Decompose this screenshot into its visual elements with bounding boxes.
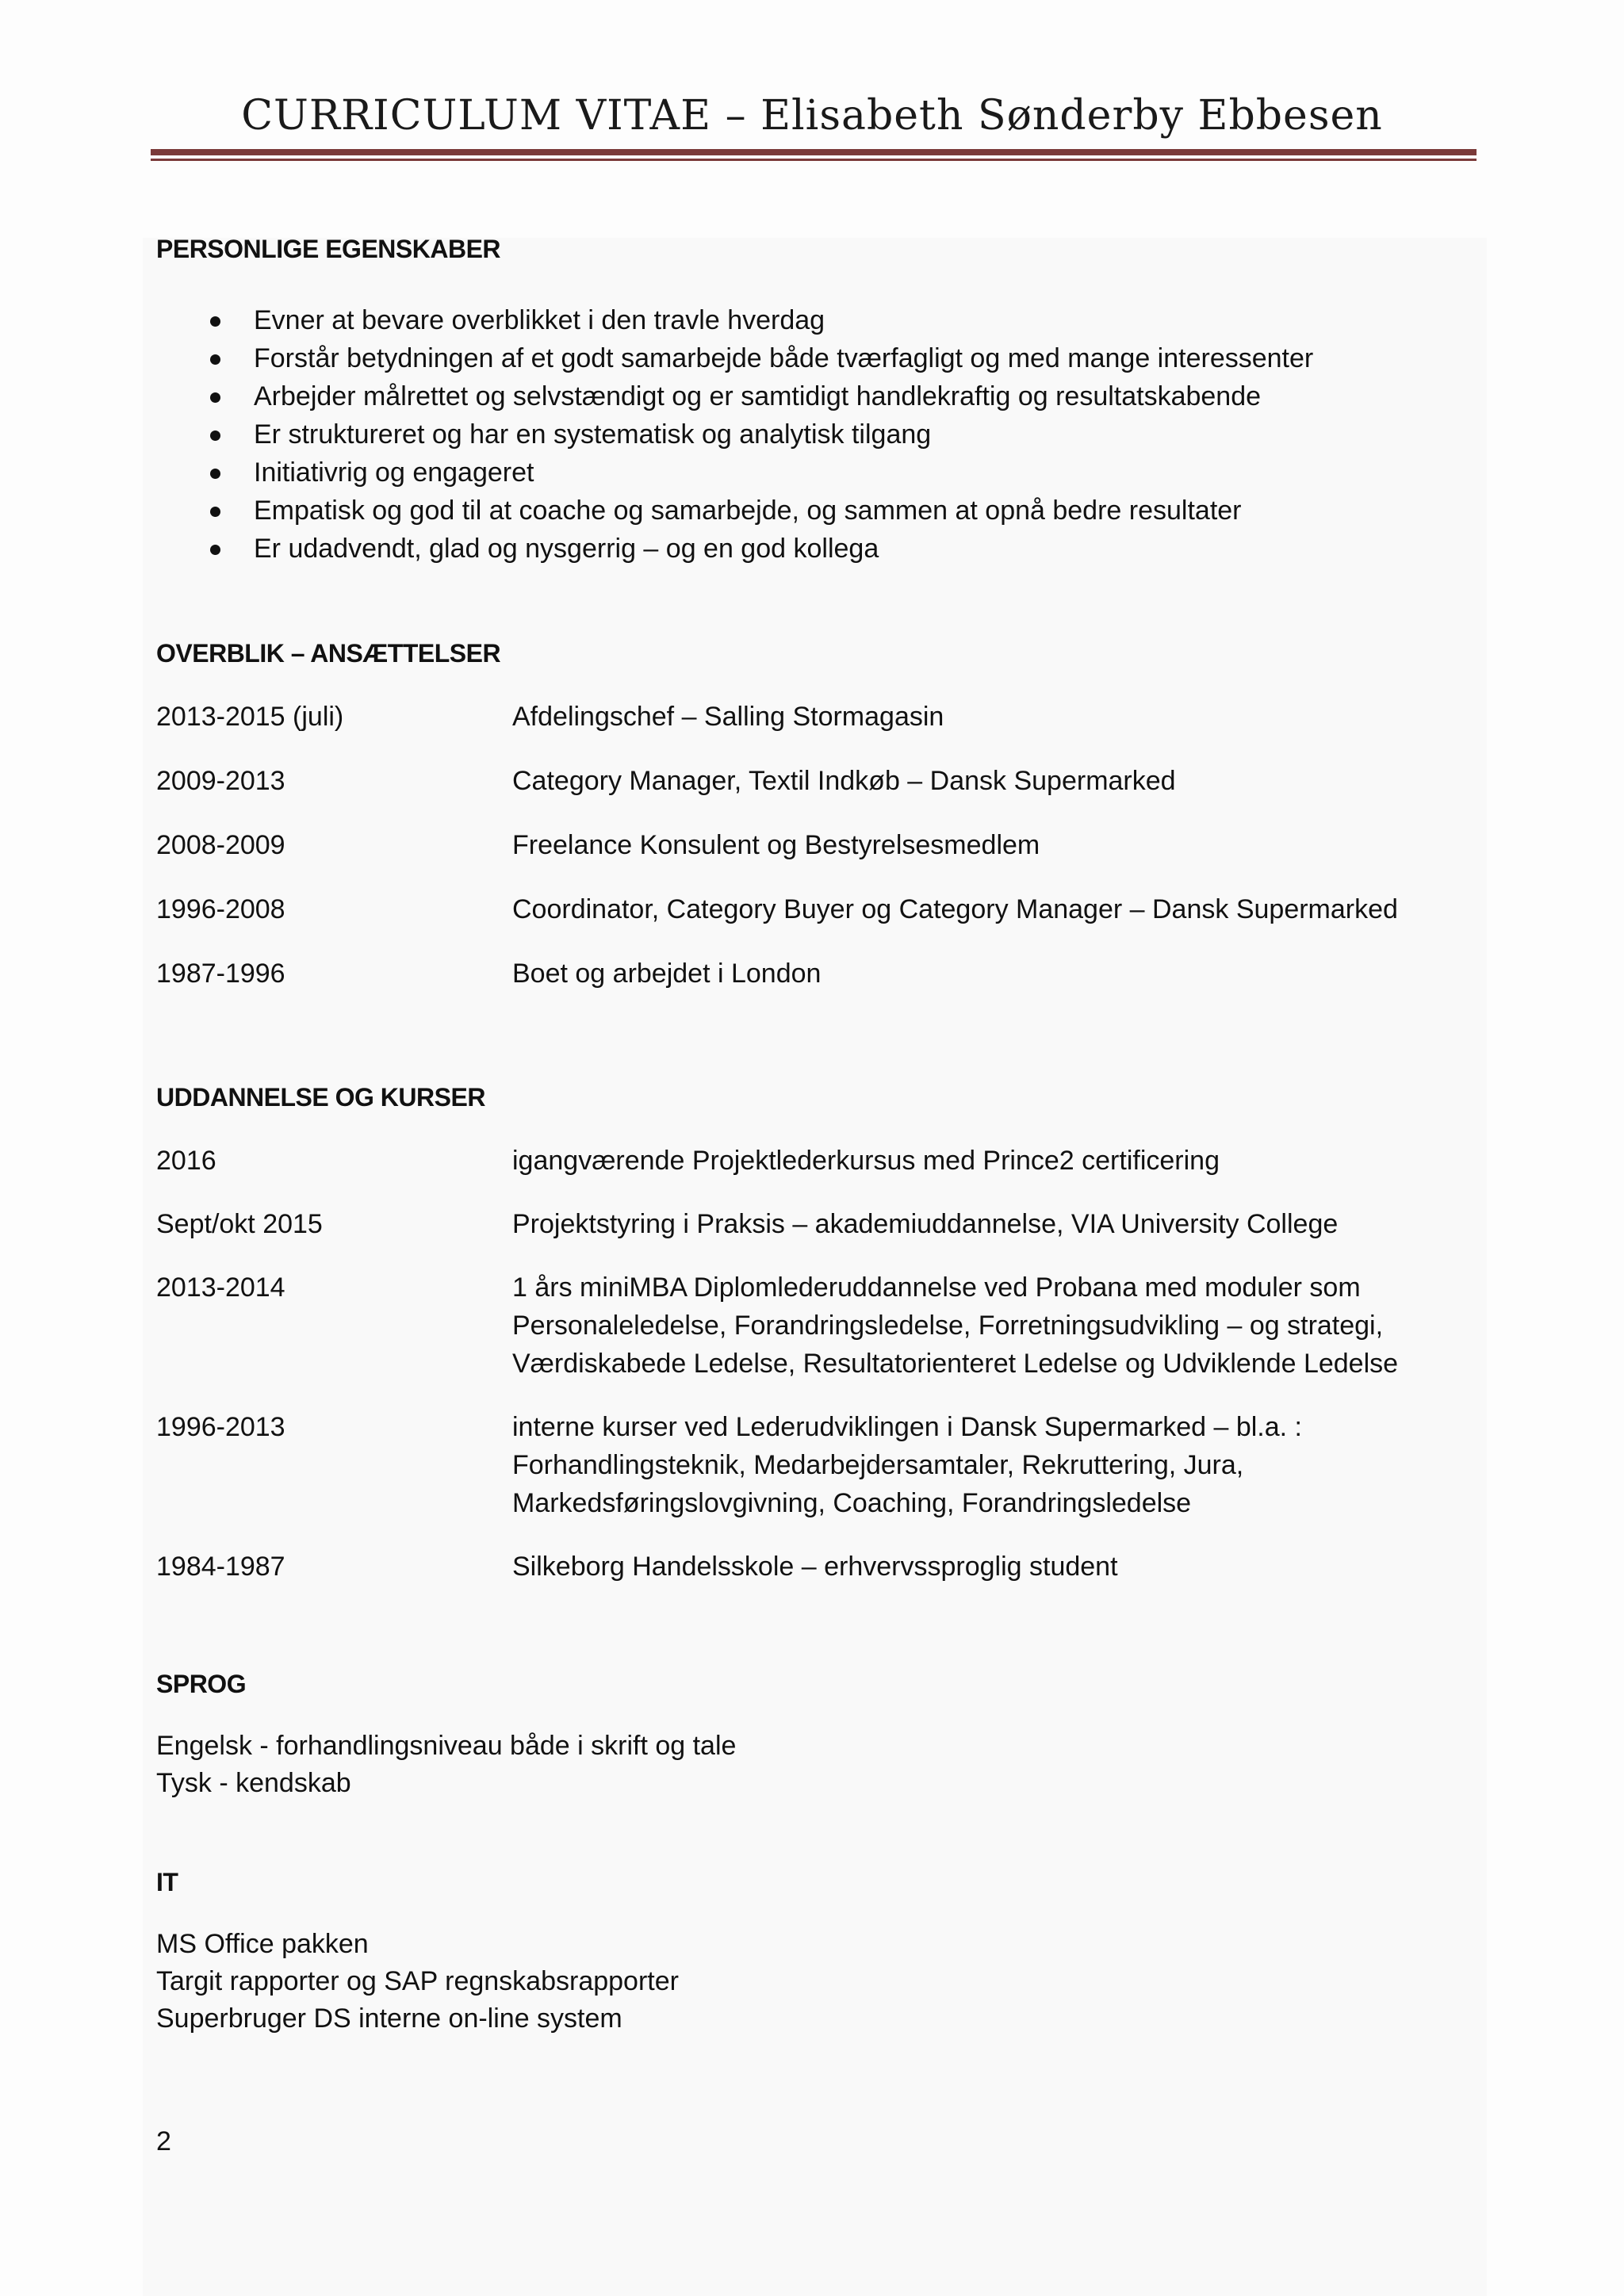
education-line: 1 års miniMBA Diplomlederuddannelse ved Probana med moduler som xyxy=(512,1272,1361,1303)
education-period: Sept/okt 2015 xyxy=(156,1209,323,1239)
employment-role: Coordinator, Category Buyer og Category Manager – Dansk Supermarked xyxy=(512,894,1398,924)
trait-text: Evner at bevare overblikket i den travle hverdag xyxy=(254,305,825,335)
it-line: Superbruger DS interne on-line system xyxy=(156,2003,622,2034)
education-period: 2013-2014 xyxy=(156,1272,285,1303)
trait-item xyxy=(156,339,1473,377)
bullet-icon xyxy=(210,430,220,441)
it-list xyxy=(156,1925,1473,2037)
document-title: CURRICULUM VITAE – Elisabeth Sønderby Ebbesen xyxy=(241,92,1383,140)
trait-item xyxy=(156,415,1473,453)
employment-period: 1987-1996 xyxy=(156,959,285,989)
employment-role: Boet og arbejdet i London xyxy=(512,959,822,989)
employment-row xyxy=(156,762,1473,800)
bullet-icon xyxy=(210,469,220,479)
education-row xyxy=(156,1548,1473,1586)
education-description xyxy=(512,1408,1473,1522)
education-line: Personaleledelse, Forandringsledelse, Forretningsudvikling – og strategi, xyxy=(512,1311,1384,1341)
bullet-icon xyxy=(210,354,220,365)
education-description xyxy=(512,1548,1473,1586)
it-line: Targit rapporter og SAP regnskabsrapporter xyxy=(156,1966,679,1996)
trait-item xyxy=(156,377,1473,415)
education-row xyxy=(156,1408,1473,1522)
section-heading-education: UDDANNELSE OG KURSER xyxy=(156,1083,485,1112)
education-line: Markedsføringslovgivning, Coaching, Forandringsledelse xyxy=(512,1488,1192,1518)
cv-content xyxy=(156,230,1473,2037)
section-heading-languages: SPROG xyxy=(156,1670,247,1698)
education-line: interne kurser ved Lederudviklingen i Dansk Supermarked – bl.a. : xyxy=(512,1412,1302,1442)
education-line: Silkeborg Handelsskole – erhvervssproglig student xyxy=(512,1552,1118,1582)
language-line: Tysk - kendskab xyxy=(156,1768,351,1798)
education-period: 1996-2013 xyxy=(156,1412,285,1442)
language-line: Engelsk - forhandlingsniveau både i skrift og tale xyxy=(156,1731,737,1761)
education-row xyxy=(156,1205,1473,1243)
education-line: Værdiskabede Ledelse, Resultatorienteret Ledelse og Udviklende Ledelse xyxy=(512,1349,1399,1379)
education-period: 2016 xyxy=(156,1146,216,1176)
section-it xyxy=(156,1863,1473,2037)
bullet-icon xyxy=(210,392,220,403)
education-description xyxy=(512,1269,1473,1383)
employment-row xyxy=(156,955,1473,993)
header-rule-thin xyxy=(151,159,1477,161)
employment-role: Freelance Konsulent og Bestyrelsesmedlem xyxy=(512,830,1040,860)
education-line: Projektstyring i Praksis – akademiuddannelse, VIA University College xyxy=(512,1209,1339,1239)
languages-list xyxy=(156,1727,1473,1801)
section-heading-it: IT xyxy=(156,1868,178,1896)
trait-item xyxy=(156,492,1473,530)
bullet-icon xyxy=(210,545,220,555)
education-list xyxy=(156,1142,1473,1586)
employment-period: 2009-2013 xyxy=(156,766,285,796)
education-line: igangværende Projektlederkursus med Prince2 certificering xyxy=(512,1146,1220,1176)
section-heading-employment: OVERBLIK – ANSÆTTELSER xyxy=(156,639,501,668)
trait-text: Initiativrig og engageret xyxy=(254,457,534,488)
header-rule-thick xyxy=(151,149,1477,155)
section-personal xyxy=(156,230,1473,568)
section-languages xyxy=(156,1665,1473,1801)
trait-text: Forstår betydningen af et godt samarbejde både tværfagligt og med mange interessenter xyxy=(254,343,1314,373)
employment-list xyxy=(156,698,1473,993)
section-education xyxy=(156,1078,1473,1586)
employment-row xyxy=(156,698,1473,736)
trait-text: Empatisk og god til at coache og samarbejde, og sammen at opnå bedre resultater xyxy=(254,496,1242,526)
employment-period: 1996-2008 xyxy=(156,894,285,924)
section-heading-personal: PERSONLIGE EGENSKABER xyxy=(156,235,501,263)
education-line: Forhandlingsteknik, Medarbejdersamtaler, Rekruttering, Jura, xyxy=(512,1450,1244,1480)
trait-item xyxy=(156,530,1473,568)
employment-role: Afdelingschef – Salling Stormagasin xyxy=(512,702,944,732)
section-employment xyxy=(156,634,1473,993)
trait-text: Er struktureret og har en systematisk og analytisk tilgang xyxy=(254,419,932,450)
education-row xyxy=(156,1142,1473,1180)
employment-role: Category Manager, Textil Indkøb – Dansk Supermarked xyxy=(512,766,1176,796)
page-number: 2 xyxy=(156,2126,171,2156)
trait-text: Er udadvendt, glad og nysgerrig – og en god kollega xyxy=(254,534,879,564)
education-row xyxy=(156,1269,1473,1383)
employment-period: 2013-2015 (juli) xyxy=(156,702,344,732)
employment-row xyxy=(156,826,1473,864)
education-description xyxy=(512,1142,1473,1180)
traits-list xyxy=(156,301,1473,568)
bullet-icon xyxy=(210,507,220,517)
trait-text: Arbejder målrettet og selvstændigt og er samtidigt handlekraftig og resultatskabende xyxy=(254,381,1262,411)
education-description xyxy=(512,1205,1473,1243)
education-period: 1984-1987 xyxy=(156,1552,285,1582)
employment-period: 2008-2009 xyxy=(156,830,285,860)
trait-item xyxy=(156,301,1473,339)
it-line: MS Office pakken xyxy=(156,1929,369,1959)
employment-row xyxy=(156,890,1473,928)
trait-item xyxy=(156,453,1473,492)
bullet-icon xyxy=(210,316,220,327)
